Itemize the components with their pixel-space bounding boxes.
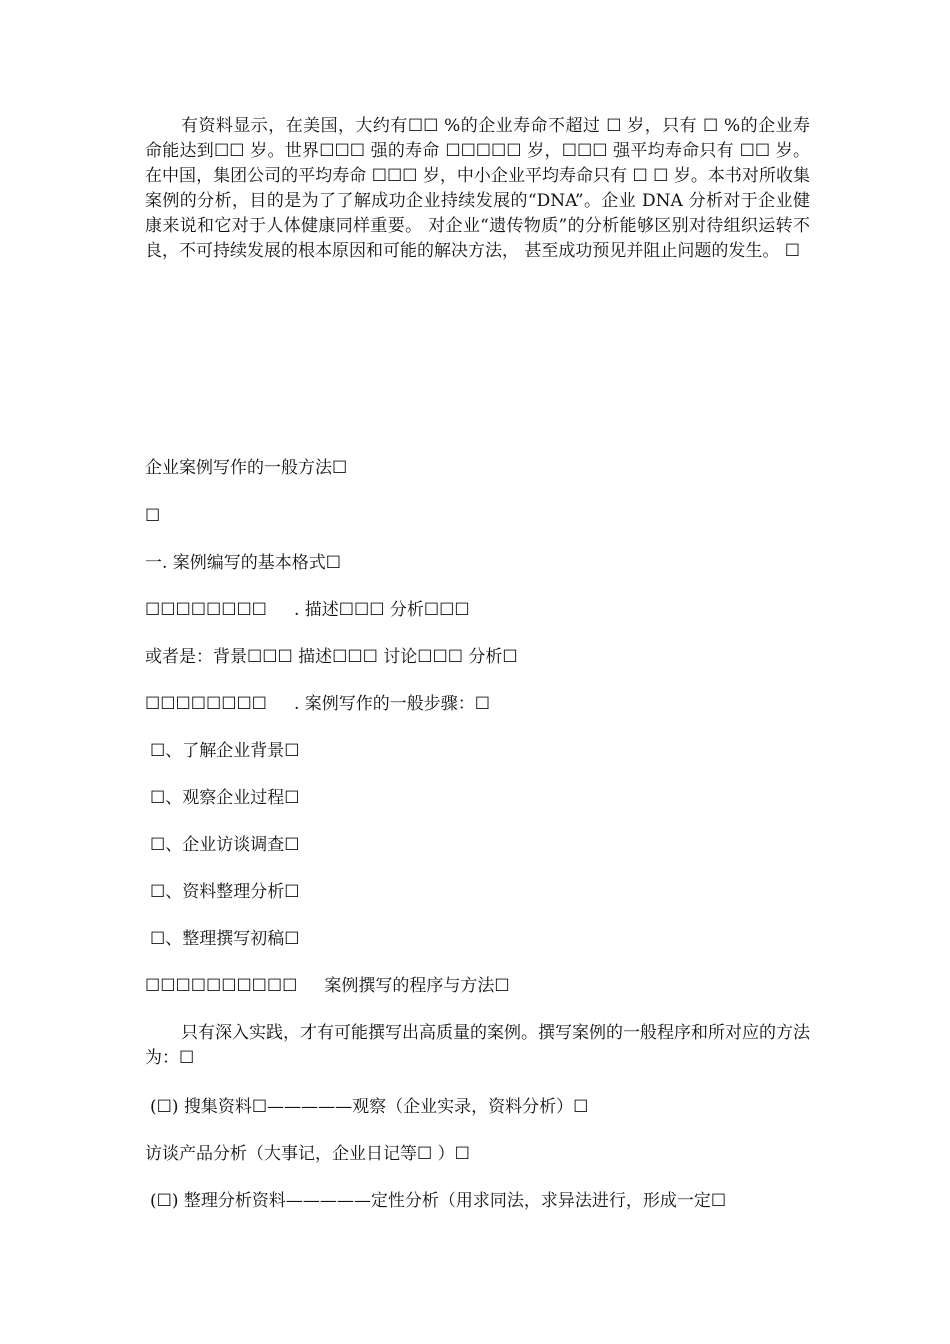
intro-paragraph-text: 有资料显示，在美国，大约有☐☐ %的企业寿命不超过 ☐ 岁，只有 ☐ %的企业寿命能达到☐☐ 岁。世界☐☐☐ 强的寿命 ☐☐☐☐☐ 岁，☐☐☐ 强平均寿命只有 ☐☐ 岁。在中国，集团公司的平均寿命 ☐☐☐ 岁，中小企业平均寿命只有 ☐ ☐ 岁。本书对所收集案例的分析，目的是为了了解成功企业持续发展的“DNA”。企业 DNA 分析对于企业健康来说和它对于人体健康同样重要。 对企业“遗传物质”的分析能够区别对待组织运转不良，不可持续发展的根本原因和可能的解决方法， 甚至成功预见并阻止问题的发生。 ☐ xyxy=(145,116,810,261)
step-item-2: ☐、观察企业过程☐ xyxy=(150,788,300,808)
step-item-4: ☐、资料整理分析☐ xyxy=(150,882,300,902)
step-item-5: ☐、整理撰写初稿☐ xyxy=(150,929,300,949)
step-item-1: ☐、了解企业背景☐ xyxy=(150,741,300,761)
section-1-title: 一. 案例编写的基本格式☐ xyxy=(145,553,342,573)
collect-materials-line: (☐) 搜集资料☐—————观察（企业实录，资料分析）☐ xyxy=(150,1097,589,1117)
blank-line-marker: ☐ xyxy=(145,506,161,526)
procedure-paragraph-text: 只有深入实践，才有可能撰写出高质量的案例。撰写案例的一般程序和所对应的方法为：☐ xyxy=(145,1023,810,1068)
format-line-1: ☐☐☐☐☐☐☐☐ . 描述☐☐☐ 分析☐☐☐ xyxy=(145,600,470,620)
format-line-2: 或者是：背景☐☐☐ 描述☐☐☐ 讨论☐☐☐ 分析☐ xyxy=(145,647,518,667)
intro-paragraph xyxy=(145,114,810,264)
procedure-paragraph xyxy=(145,1021,810,1071)
organize-materials-line: (☐) 整理分析资料—————定性分析（用求同法，求异法进行，形成一定☐ xyxy=(150,1191,727,1211)
interview-line: 访谈产品分析（大事记，企业日记等☐ ）☐ xyxy=(145,1144,470,1164)
section-heading: 企业案例写作的一般方法☐ xyxy=(145,458,348,478)
step-item-3: ☐、企业访谈调查☐ xyxy=(150,835,300,855)
steps-title: ☐☐☐☐☐☐☐☐ . 案例写作的一般步骤：☐ xyxy=(145,694,490,714)
procedure-title: ☐☐☐☐☐☐☐☐☐☐ 案例撰写的程序与方法☐ xyxy=(145,976,510,996)
